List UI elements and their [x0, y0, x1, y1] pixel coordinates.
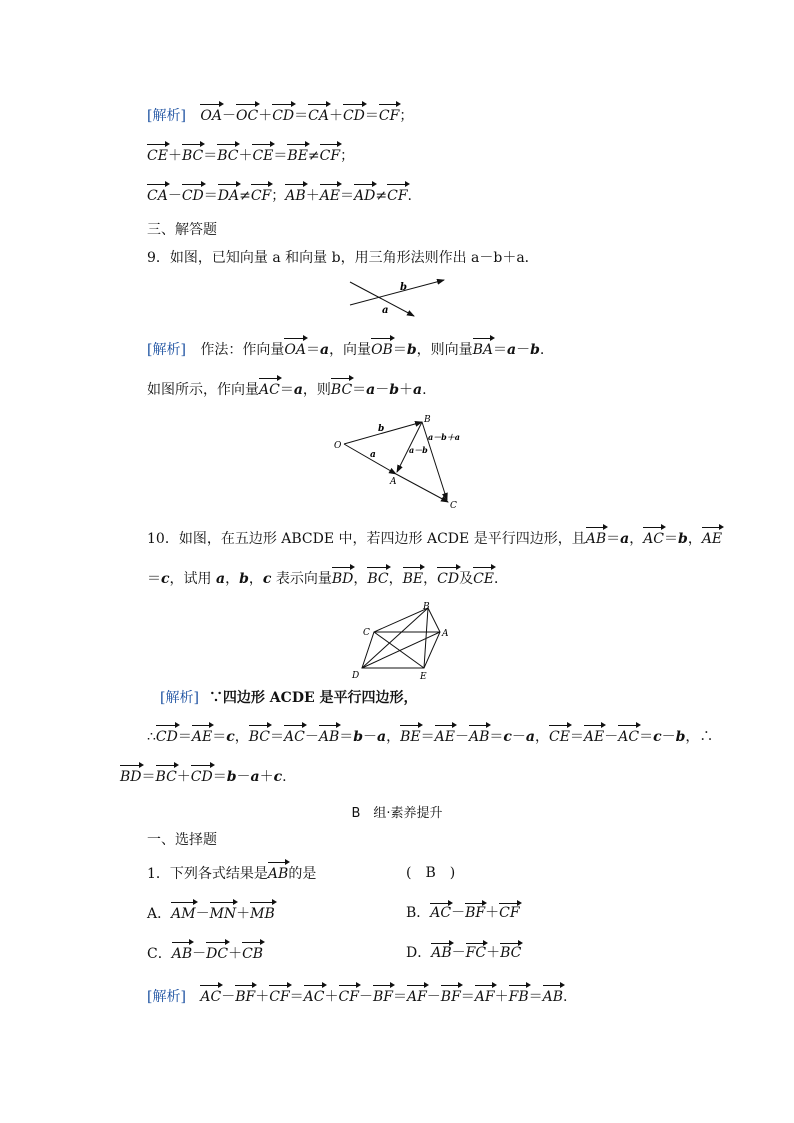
vector-CD: CD	[191, 765, 213, 787]
vector-AD: AD	[354, 184, 375, 206]
option-C: C．AB－DC＋CB	[147, 942, 263, 964]
vector-AC: AC	[304, 985, 325, 1007]
vector-CF: CF	[379, 104, 399, 126]
vector-AB: AB	[172, 942, 192, 964]
pentagon-outline	[362, 608, 440, 668]
label-a-minus-b-plus-a: a－b＋a	[428, 432, 460, 442]
vector-AM: AM	[171, 902, 195, 924]
section-one-heading: 一、选择题	[147, 832, 217, 848]
vector-OA: OA	[200, 104, 222, 126]
section-three-heading: 三、解答题	[147, 222, 217, 238]
point-E: E	[420, 672, 427, 682]
section-b-heading: B 组·素养提升	[351, 806, 443, 821]
point-O: O	[334, 441, 342, 451]
label-b: b	[378, 424, 385, 434]
vector-CD: CD	[343, 104, 365, 126]
b1-answer: ( B )	[406, 865, 456, 881]
vector-CF: CF	[339, 985, 359, 1007]
vector-AE: AE	[702, 527, 722, 549]
vector-CD: CD	[182, 184, 204, 206]
q10-analysis-line-3: BD＝BC＋CD＝b－a＋c.	[120, 765, 287, 787]
analysis-line-1: [解析] OA－OC＋CD＝CA＋CD＝CF；	[147, 104, 413, 126]
b1-stem-suffix: 的是	[288, 866, 317, 882]
vector-BC: BC	[156, 765, 177, 787]
q9-method-line-2: 如图所示，作向量AC＝a，则BC＝a－b＋a.	[147, 378, 427, 400]
vector-b-line	[350, 280, 444, 305]
vector-AE: AE	[435, 725, 455, 747]
option-C-letter: C．	[147, 946, 172, 962]
point-D: D	[352, 671, 360, 681]
vector-BC: BC	[500, 945, 522, 961]
b1-analysis: [解析] AC－BF＋CF＝AC＋CF－BF＝AF－BF＝AF＋FB＝AB.	[147, 985, 568, 1007]
analysis-tag: [解析]	[147, 108, 186, 124]
vector-BD: BD	[332, 567, 354, 589]
vector-BD: BD	[120, 765, 142, 787]
point-B: B	[423, 602, 430, 612]
vector-AE: AE	[584, 725, 604, 747]
q10-analysis-line-2: ∴CD＝AE＝c，BC＝AC－AB＝b－a，BE＝AE－AB＝c－a，CE＝AE－AC＝c－b，∴	[147, 725, 713, 747]
point-C: C	[450, 501, 457, 511]
diagonal-DA	[362, 632, 440, 668]
q10-analysis-line-1	[160, 688, 418, 708]
vector-CF: CF	[499, 905, 520, 921]
vector-CF: CF	[251, 184, 271, 206]
vector-AC: AC	[284, 725, 305, 747]
vector-CD: CD	[272, 104, 294, 126]
vector-FB: FB	[509, 985, 529, 1007]
vector-AB: AB	[543, 985, 563, 1007]
vector-BC: BC	[367, 567, 388, 589]
option-D-letter: D．	[406, 945, 432, 961]
q9-method-2: 如图所示，作向量	[147, 382, 259, 398]
q9-solution-figure	[330, 410, 470, 514]
option-D: D．AB－FC＋BC	[406, 945, 522, 961]
vector-BF: BF	[373, 985, 393, 1007]
vector-CD: CD	[156, 725, 178, 747]
vector-CE: CE	[147, 144, 168, 166]
vector-BE: BE	[287, 144, 308, 166]
q9-analysis: [解析] 作法：作向量OA＝a，向量OB＝b，则向量BA＝a－b.	[147, 338, 544, 360]
vector-AB: AB	[586, 527, 606, 549]
vector-FC: FC	[465, 945, 487, 961]
vector-BE: BE	[403, 567, 424, 589]
vector-CB: CB	[242, 942, 263, 964]
vector-AB: AB	[431, 945, 452, 961]
vector-OA: OA	[284, 338, 306, 360]
vector-BF: BF	[441, 985, 461, 1007]
vector-DC: DC	[206, 942, 228, 964]
analysis-tag: [解析]	[147, 342, 186, 358]
vector-BF: BF	[465, 905, 486, 921]
option-B: B．AC－BF＋CF	[406, 905, 520, 921]
vector-AC: AC	[618, 725, 639, 747]
analysis-tag: [解析]	[160, 690, 199, 706]
vector-AF: AF	[407, 985, 427, 1007]
vector-MB: MB	[250, 902, 275, 924]
q10-stem-prefix: 10．如图，在五边形 ABCDE 中，若四边形 ACDE 是平行四边形，且	[147, 531, 586, 547]
option-A: A．AM－MN＋MB	[147, 902, 275, 924]
vector-AC: AC	[430, 905, 452, 921]
option-B-letter: B．	[406, 905, 431, 921]
vector-BA: BA	[473, 338, 493, 360]
vector-CE: CE	[549, 725, 570, 747]
option-A-letter: A．	[147, 906, 172, 922]
analysis-tag: [解析]	[147, 989, 186, 1005]
vector-AB: AB	[268, 862, 288, 884]
vector-AC: AC	[200, 985, 221, 1007]
vector-BC: BC	[331, 378, 352, 400]
label-a: a	[370, 450, 376, 460]
point-C: C	[363, 628, 370, 638]
vector-CF: CF	[387, 184, 407, 206]
point-B: B	[424, 415, 431, 425]
q10-analysis-text: ∵四边形 ACDE 是平行四边形，	[208, 690, 418, 706]
vector-CF: CF	[320, 144, 340, 166]
vector-AB: AB	[285, 184, 305, 206]
label-a: a	[382, 305, 389, 316]
vector-MN: MN	[210, 902, 237, 924]
vector-AB: AB	[469, 725, 489, 747]
vector-BC: BC	[182, 144, 203, 166]
vector-AC: AC	[643, 527, 664, 549]
vector-CA: CA	[308, 104, 329, 126]
point-A: A	[390, 477, 397, 487]
point-A: A	[442, 629, 448, 639]
vector-DA: DA	[218, 184, 239, 206]
vector-CE: CE	[473, 567, 494, 589]
vector-OB: OB	[371, 338, 393, 360]
period: ．	[494, 571, 509, 587]
vector-BC: BC	[217, 144, 238, 166]
q10-stem-line-1: 10．如图，在五边形 ABCDE 中，若四边形 ACDE 是平行四边形，且AB＝a，AC＝b，AE	[147, 527, 722, 549]
vector-AB: AB	[319, 725, 339, 747]
vector-CA: CA	[147, 184, 168, 206]
q10-pentagon-figure	[348, 600, 448, 682]
vector-BF: BF	[235, 985, 255, 1007]
q9-method-prefix: 作法：作向量	[200, 342, 285, 358]
vector-AC: AC	[259, 378, 280, 400]
vector-CD: CD	[437, 567, 459, 589]
q9-stem: 9．如图，已知向量 a 和向量 b，用三角形法则作出 a－b＋a．	[147, 250, 539, 266]
label-a-minus-b: a－b	[409, 445, 428, 455]
label-b: b	[400, 282, 407, 293]
analysis-line-2: CE＋BC＝BC＋CE＝BE≠CF；	[147, 144, 354, 166]
vector-OC: OC	[236, 104, 258, 126]
vector-AE: AE	[192, 725, 212, 747]
vector-BE: BE	[400, 725, 421, 747]
b1-stem	[147, 862, 316, 884]
q9-figure	[340, 276, 450, 320]
vector-AE: AE	[320, 184, 340, 206]
vector-BC: BC	[249, 725, 270, 747]
q10-stem-line-2: ＝c，试用 a，b，c 表示向量BD，BC，BE，CD及CE．	[147, 567, 508, 589]
vector-CE: CE	[252, 144, 273, 166]
analysis-line-3: CA－CD＝DA≠CF；AB＋AE＝AD≠CF.	[147, 184, 412, 206]
vector-CF: CF	[269, 985, 289, 1007]
vector-AF: AF	[475, 985, 495, 1007]
b1-stem-prefix: 1．下列各式结果是	[147, 866, 268, 882]
